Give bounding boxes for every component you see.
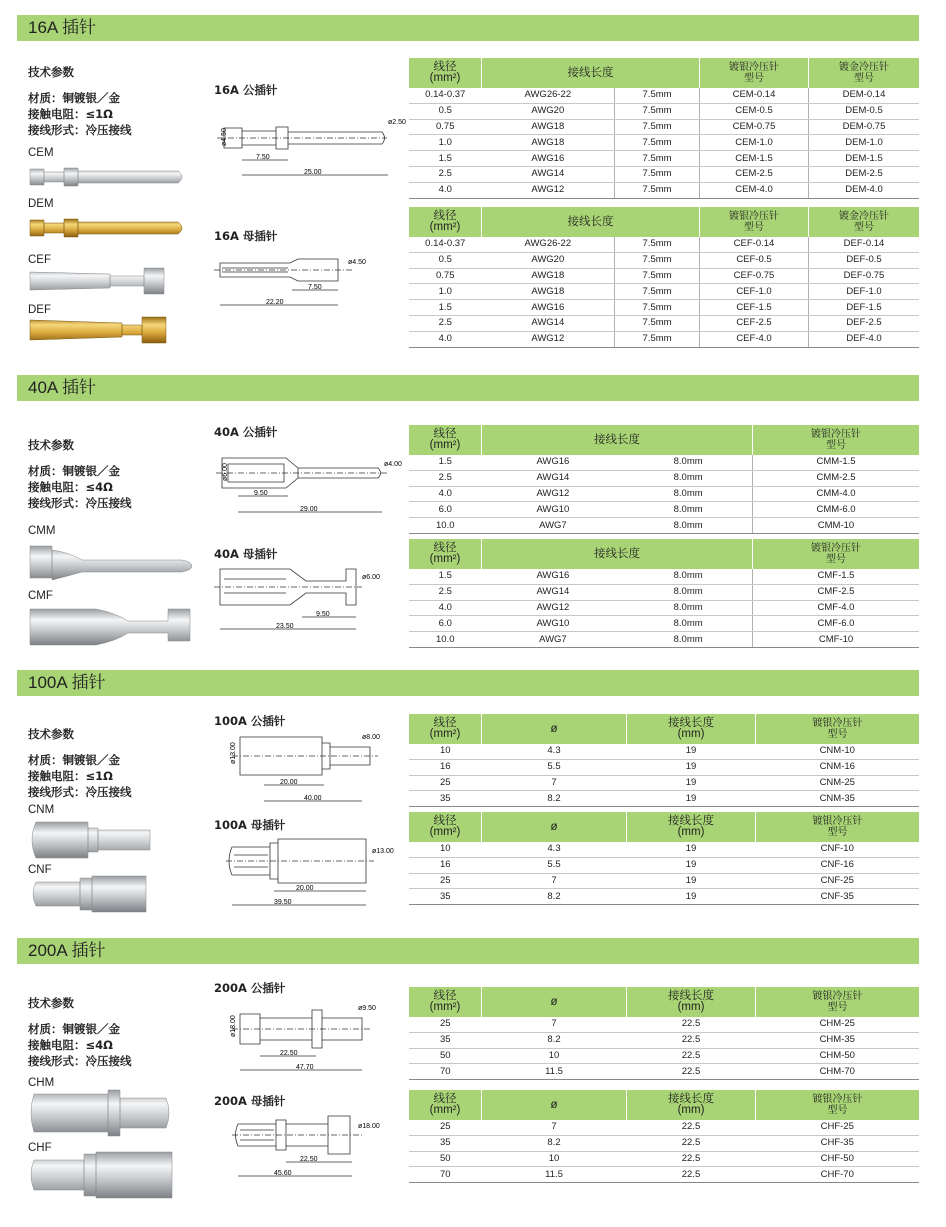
dim-female-crimp: 22.50 bbox=[300, 1156, 318, 1163]
table-row: 35 8.2 19 CNF-35 bbox=[409, 889, 919, 905]
dim-male-dia: ø6.00 bbox=[222, 463, 229, 481]
dim-male-crimp: 22.50 bbox=[280, 1050, 298, 1057]
drawing-16a-male bbox=[212, 100, 406, 185]
col-silver-model: 镀银冷压针 型号 bbox=[756, 714, 920, 744]
spec-title: 技术参数 bbox=[28, 727, 74, 741]
col-length: 接线长度 bbox=[482, 207, 700, 237]
dim-female-crimp: 7.50 bbox=[308, 284, 322, 291]
dim-female-crimp: 20.00 bbox=[296, 885, 314, 892]
spec-wiring: 接线形式：冷压接线 bbox=[28, 496, 132, 510]
table-row: 1.5 AWG16 7.5mm CEM-1.5 DEM-1.5 bbox=[409, 151, 919, 167]
dim-male-tip: ø2.50 bbox=[388, 119, 406, 126]
dim-male-tip: ø9.50 bbox=[358, 1005, 376, 1012]
spec-material: 材质：铜镀银／金 bbox=[28, 464, 120, 478]
table-row: 25 7 19 CNM-25 bbox=[409, 775, 919, 791]
drawing-label-40a-male: 40A 公插针 bbox=[214, 425, 278, 439]
table-row: 50 10 22.5 CHM-50 bbox=[409, 1048, 919, 1064]
dim-female-dia: ø6.00 bbox=[362, 574, 380, 581]
col-silver-model: 镀银冷压针 型号 bbox=[700, 58, 809, 88]
col-diameter: ø bbox=[482, 714, 627, 744]
col-length: 接线长度 (mm) bbox=[627, 714, 756, 744]
drawing-label-16a-male: 16A 公插针 bbox=[214, 83, 278, 97]
drawing-label-200a-female: 200A 母插针 bbox=[214, 1094, 286, 1108]
dim-female-length: 23.50 bbox=[276, 623, 294, 630]
table-row: 6.0 AWG10 8.0mm CMF-6.0 bbox=[409, 616, 919, 632]
table-row: 25 7 22.5 CHM-25 bbox=[409, 1017, 919, 1032]
col-wire-size: 线径 (mm²) bbox=[409, 58, 482, 88]
dim-male-crimp: 20.00 bbox=[280, 779, 298, 786]
col-wire-size: 线径 (mm²) bbox=[409, 987, 482, 1017]
pin-label-cef: CEF bbox=[28, 254, 51, 266]
drawing-label-200a-male: 200A 公插针 bbox=[214, 981, 286, 995]
table-row: 70 11.5 22.5 CHF-70 bbox=[409, 1167, 919, 1183]
dim-male-dia: ø4.50 bbox=[221, 128, 228, 146]
table-row: 2.5 AWG14 7.5mm CEF-2.5 DEF-2.5 bbox=[409, 315, 919, 331]
col-diameter: ø bbox=[482, 987, 627, 1017]
dim-female-crimp: 9.50 bbox=[316, 611, 330, 618]
drawing-label-40a-female: 40A 母插针 bbox=[214, 547, 278, 561]
table-row: 0.5 AWG20 7.5mm CEM-0.5 DEM-0.5 bbox=[409, 103, 919, 119]
col-gold-model: 镀金冷压针 型号 bbox=[809, 207, 920, 237]
table-row: 0.75 AWG18 7.5mm CEM-0.75 DEM-0.75 bbox=[409, 119, 919, 135]
table-row: 4.0 AWG12 7.5mm CEM-4.0 DEM-4.0 bbox=[409, 182, 919, 198]
drawing-label-100a-male: 100A 公插针 bbox=[214, 714, 286, 728]
table-100a-female bbox=[409, 812, 919, 905]
table-row: 1.5 AWG16 7.5mm CEF-1.5 DEF-1.5 bbox=[409, 300, 919, 316]
table-row: 6.0 AWG10 8.0mm CMM-6.0 bbox=[409, 502, 919, 518]
spec-block-40a bbox=[28, 437, 132, 511]
section-title-200a: 200A 插针 bbox=[17, 938, 919, 964]
dim-female-dia: ø4.50 bbox=[348, 259, 366, 266]
table-row: 10.0 AWG7 8.0mm CMM-10 bbox=[409, 518, 919, 534]
col-wire-size: 线径 (mm²) bbox=[409, 812, 482, 842]
col-wire-size: 线径 (mm²) bbox=[409, 207, 482, 237]
spec-resistance: 接触电阻：≤1Ω bbox=[28, 769, 113, 783]
spec-material: 材质：铜镀银／金 bbox=[28, 91, 120, 105]
table-row: 1.0 AWG18 7.5mm CEF-1.0 DEF-1.0 bbox=[409, 284, 919, 300]
pin-label-cnm: CNM bbox=[28, 804, 55, 816]
spec-material: 材质：铜镀银／金 bbox=[28, 753, 120, 767]
table-row: 1.5 AWG16 8.0mm CMF-1.5 bbox=[409, 569, 919, 584]
col-length: 接线长度 (mm) bbox=[627, 1090, 756, 1120]
col-wire-size: 线径 (mm²) bbox=[409, 539, 482, 569]
pin-label-dem: DEM bbox=[28, 198, 54, 210]
spec-title: 技术参数 bbox=[28, 65, 74, 79]
table-200a-male bbox=[409, 987, 919, 1080]
dim-female-length: 39.50 bbox=[274, 899, 292, 906]
col-length: 接线长度 (mm) bbox=[627, 812, 756, 842]
pin-label-cmm: CMM bbox=[28, 525, 56, 537]
dim-female-dia: ø18.00 bbox=[358, 1123, 380, 1130]
dim-male-tip: ø4.00 bbox=[384, 461, 402, 468]
drawing-label-16a-female: 16A 母插针 bbox=[214, 229, 278, 243]
table-row: 10 4.3 19 CNM-10 bbox=[409, 744, 919, 759]
spec-block-200a bbox=[28, 995, 132, 1069]
table-row: 35 8.2 19 CNM-35 bbox=[409, 791, 919, 807]
table-row: 50 10 22.5 CHF-50 bbox=[409, 1151, 919, 1167]
drawing-100a-female bbox=[212, 833, 394, 913]
pin-photo-cmf bbox=[28, 603, 203, 643]
pin-photo-cnf bbox=[28, 872, 158, 916]
spec-block-16a bbox=[28, 64, 132, 138]
spec-resistance: 接触电阻：≤4Ω bbox=[28, 1038, 113, 1052]
table-row: 35 8.2 22.5 CHM-35 bbox=[409, 1032, 919, 1048]
table-row: 0.14-0.37 AWG26-22 7.5mm CEF-0.14 DEF-0.14 bbox=[409, 237, 919, 252]
table-row: 70 11.5 22.5 CHM-70 bbox=[409, 1064, 919, 1080]
table-row: 25 7 19 CNF-25 bbox=[409, 873, 919, 889]
col-diameter: ø bbox=[482, 812, 627, 842]
dim-male-crimp: 9.50 bbox=[254, 490, 268, 497]
col-silver-model: 镀银冷压针 型号 bbox=[756, 812, 920, 842]
table-row: 2.5 AWG14 8.0mm CMM-2.5 bbox=[409, 470, 919, 486]
drawing-100a-male bbox=[212, 725, 382, 810]
col-silver-model: 镀银冷压针 型号 bbox=[700, 207, 809, 237]
table-40a-female bbox=[409, 539, 919, 648]
table-row: 4.0 AWG12 8.0mm CMF-4.0 bbox=[409, 600, 919, 616]
dim-male-length: 40.00 bbox=[304, 795, 322, 802]
table-row: 35 8.2 22.5 CHF-35 bbox=[409, 1135, 919, 1151]
col-silver-model: 镀银冷压针 型号 bbox=[756, 987, 920, 1017]
spec-wiring: 接线形式：冷压接线 bbox=[28, 785, 132, 799]
section-title-40a: 40A 插针 bbox=[17, 375, 919, 401]
table-row: 0.75 AWG18 7.5mm CEF-0.75 DEF-0.75 bbox=[409, 268, 919, 284]
pin-label-def: DEF bbox=[28, 304, 51, 316]
table-row: 16 5.5 19 CNF-16 bbox=[409, 857, 919, 873]
pin-label-chm: CHM bbox=[28, 1077, 55, 1089]
spec-wiring: 接线形式：冷压接线 bbox=[28, 1054, 132, 1068]
dim-male-length: 29.00 bbox=[300, 506, 318, 513]
spec-wiring: 接线形式：冷压接线 bbox=[28, 123, 132, 137]
table-row: 4.0 AWG12 8.0mm CMM-4.0 bbox=[409, 486, 919, 502]
table-40a-male bbox=[409, 425, 919, 534]
dim-male-length: 25.00 bbox=[304, 169, 322, 176]
pin-photo-chm bbox=[28, 1088, 178, 1138]
dim-female-length: 22.20 bbox=[266, 299, 284, 306]
table-row: 2.5 AWG14 7.5mm CEM-2.5 DEM-2.5 bbox=[409, 166, 919, 182]
table-row: 1.5 AWG16 8.0mm CMM-1.5 bbox=[409, 455, 919, 470]
col-silver-model: 镀银冷压针 型号 bbox=[753, 539, 920, 569]
dim-male-tip: ø8.00 bbox=[362, 734, 380, 741]
col-wire-size: 线径 (mm²) bbox=[409, 1090, 482, 1120]
spec-title: 技术参数 bbox=[28, 996, 74, 1010]
pin-label-cmf: CMF bbox=[28, 590, 53, 602]
table-row: 10 4.3 19 CNF-10 bbox=[409, 842, 919, 857]
col-gold-model: 镀金冷压针 型号 bbox=[809, 58, 920, 88]
pin-label-chf: CHF bbox=[28, 1142, 52, 1154]
pin-photo-dem bbox=[28, 214, 188, 242]
pin-label-cnf: CNF bbox=[28, 864, 52, 876]
table-row: 0.5 AWG20 7.5mm CEF-0.5 DEF-0.5 bbox=[409, 252, 919, 268]
pin-photo-def bbox=[28, 314, 188, 346]
table-row: 2.5 AWG14 8.0mm CMF-2.5 bbox=[409, 584, 919, 600]
spec-title: 技术参数 bbox=[28, 438, 74, 452]
pin-photo-cef bbox=[28, 264, 188, 298]
pin-photo-chf bbox=[28, 1150, 178, 1200]
drawing-200a-female bbox=[212, 1112, 382, 1187]
col-wire-size: 线径 (mm²) bbox=[409, 425, 482, 455]
spec-resistance: 接触电阻：≤4Ω bbox=[28, 480, 113, 494]
drawing-40a-male bbox=[212, 446, 402, 521]
pin-photo-cem bbox=[28, 163, 188, 191]
table-row: 1.0 AWG18 7.5mm CEM-1.0 DEM-1.0 bbox=[409, 135, 919, 151]
section-title-100a: 100A 插针 bbox=[17, 670, 919, 696]
col-wire-size: 线径 (mm²) bbox=[409, 714, 482, 744]
drawing-200a-male bbox=[212, 996, 382, 1081]
col-silver-model: 镀银冷压针 型号 bbox=[756, 1090, 920, 1120]
spec-resistance: 接触电阻：≤1Ω bbox=[28, 107, 113, 121]
drawing-40a-female bbox=[212, 565, 380, 635]
col-length: 接线长度 bbox=[482, 425, 753, 455]
drawing-label-100a-female: 100A 母插针 bbox=[214, 818, 286, 832]
pin-label-cem: CEM bbox=[28, 147, 54, 159]
table-200a-female bbox=[409, 1090, 919, 1183]
dim-female-dia: ø13.00 bbox=[372, 848, 394, 855]
col-diameter: ø bbox=[482, 1090, 627, 1120]
spec-material: 材质：铜镀银／金 bbox=[28, 1022, 120, 1036]
table-row: 0.14-0.37 AWG26-22 7.5mm CEM-0.14 DEM-0.14 bbox=[409, 88, 919, 103]
table-100a-male bbox=[409, 714, 919, 807]
table-16a-female bbox=[409, 207, 919, 348]
drawing-16a-female bbox=[212, 250, 372, 310]
col-length: 接线长度 (mm) bbox=[627, 987, 756, 1017]
col-length: 接线长度 bbox=[482, 58, 700, 88]
dim-female-length: 45.60 bbox=[274, 1170, 292, 1177]
col-length: 接线长度 bbox=[482, 539, 753, 569]
spec-block-100a bbox=[28, 726, 132, 800]
pin-photo-cmm bbox=[28, 540, 203, 584]
table-16a-male bbox=[409, 58, 919, 199]
section-title-16a: 16A 插针 bbox=[17, 15, 919, 41]
dim-male-crimp: 7.50 bbox=[256, 154, 270, 161]
dim-male-dia: ø18.00 bbox=[230, 1015, 237, 1037]
table-row: 10.0 AWG7 8.0mm CMF-10 bbox=[409, 632, 919, 648]
dim-male-length: 47.70 bbox=[296, 1064, 314, 1071]
col-silver-model: 镀银冷压针 型号 bbox=[753, 425, 920, 455]
table-row: 4.0 AWG12 7.5mm CEF-4.0 DEF-4.0 bbox=[409, 331, 919, 347]
pin-photo-cnm bbox=[28, 818, 158, 862]
table-row: 25 7 22.5 CHF-25 bbox=[409, 1120, 919, 1135]
dim-male-dia: ø13.00 bbox=[230, 742, 237, 764]
table-row: 16 5.5 19 CNM-16 bbox=[409, 759, 919, 775]
